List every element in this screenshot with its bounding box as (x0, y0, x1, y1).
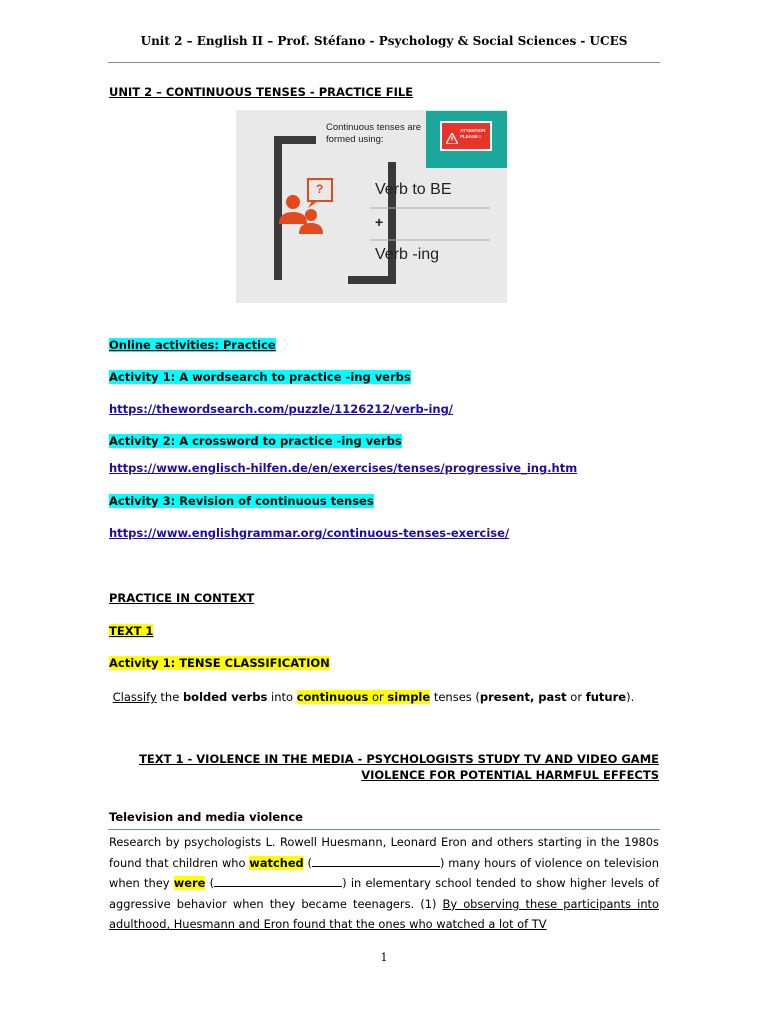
activity-3-link-row (109, 526, 509, 540)
text-1-title-line1: TEXT 1 - VIOLENCE IN THE MEDIA - PSYCHOLOGISTS STUDY TV AND VIDEO GAME (139, 752, 659, 766)
page-header: Unit 2 – English II – Prof. Stéfano - Psychology & Social Sciences - UCES (140, 34, 628, 48)
activity-1-link-row (109, 402, 453, 416)
subheading-divider (108, 829, 660, 830)
figure-plus: + (375, 214, 384, 230)
instruction: Classify the bolded verbs into continuous or simple tenses (present, past or future). (112, 690, 635, 704)
text-1-paragraph: Research by psychologists L. Rowell Huesmann, Leonard Eron and others starting in the 1980s found that children who watched ( ) many hours of violence on television when they were ( ) in elementary school tended to show higher levels of aggressive behavior when they became teenagers. (1) By observing these participants into adulthood, Huesmann and Eron found that the ones who watched a lot of TV (109, 835, 659, 932)
online-activities-heading: Online activities: Practice (109, 338, 276, 352)
person-icon (286, 195, 300, 209)
question-mark-icon: ? (316, 182, 324, 196)
figure-verb-to-be: Verb to BE (375, 181, 452, 198)
bolded-verb-watched: watched (249, 855, 304, 870)
person-icon-2 (305, 209, 317, 221)
figure-verb-ing: Verb -ing (375, 246, 440, 263)
attention-sign-board (440, 121, 492, 151)
activity-2-title: Activity 2: A crossword to practice -ing verbs (109, 434, 402, 448)
activity-3-link[interactable]: https://www.englishgrammar.org/continuous-tenses-exercise/ (109, 526, 510, 540)
page-number: 1 (380, 951, 388, 964)
text-1-title (109, 751, 659, 783)
text-1-label: TEXT 1 (109, 624, 154, 638)
bolded-verb-were: were (173, 876, 206, 891)
activity-1-title: Activity 1: A wordsearch to practice -ing verbs (109, 370, 411, 384)
header-divider (108, 62, 660, 63)
text-1-title-line2: VIOLENCE FOR POTENTIAL HARMFUL EFFECTS (361, 768, 659, 782)
activity-3-title: Activity 3: Revision of continuous tenses (109, 494, 374, 508)
attention-sign-text: ATTENTION PLEASE ! (460, 128, 486, 139)
document-title: UNIT 2 – CONTINUOUS TENSES - PRACTICE FILE (109, 85, 414, 99)
answer-blank-1[interactable] (312, 855, 440, 867)
activity-2-link[interactable]: https://www.englisch-hilfen.de/en/exercises/tenses/progressive_ing.htm (109, 461, 578, 475)
activity-1-link[interactable]: https://thewordsearch.com/puzzle/1126212/verb-ing/ (109, 402, 454, 416)
text-1-subheading: Television and media violence (109, 810, 303, 824)
practice-heading: PRACTICE IN CONTEXT (109, 591, 255, 605)
figure-caption-line2: formed using: (326, 134, 384, 145)
warning-icon (446, 129, 458, 140)
activity-2-link-row (109, 461, 577, 475)
figure-caption-line1: Continuous tenses are (326, 122, 422, 133)
tense-classification-title: Activity 1: TENSE CLASSIFICATION (109, 656, 330, 670)
answer-blank-2[interactable] (214, 875, 342, 887)
